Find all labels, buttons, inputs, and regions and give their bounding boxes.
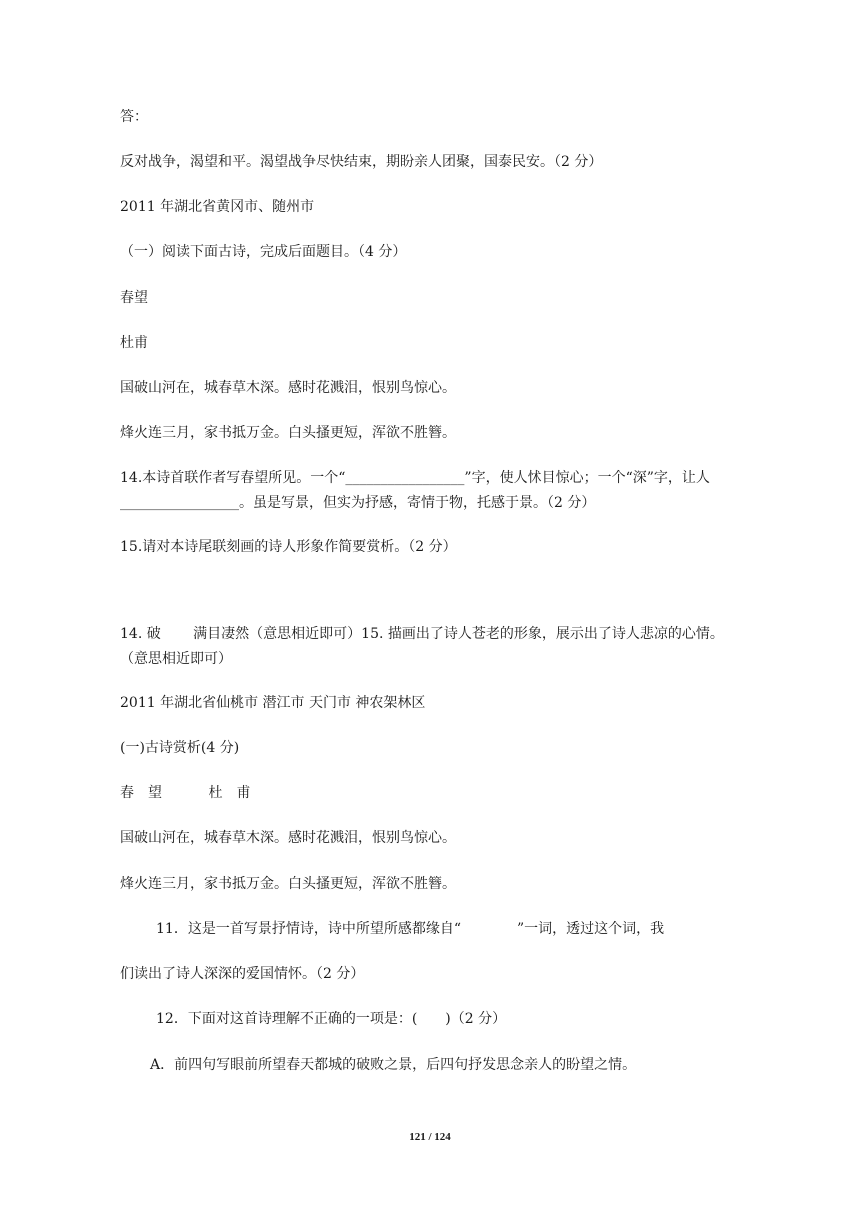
poem1-line1: 国破山河在，城春草木深。感时花溅泪，恨别鸟惊心。 [120,380,456,396]
poem2-header: 春 望 杜 甫 [120,785,251,801]
question-14: 14.本诗首联作者写春望所见。一个“_________________”字，使人怵目惊心；一个“深”字，让人_________________。虽是写景，但实为抒感，寄情于物，托感于景。（2 分） [120,470,710,511]
section1-intro: （一）阅读下面古诗，完成后面题目。（4 分） [120,244,407,260]
poem2-line2: 烽火连三月，家书抵万金。白头搔更短，浑欲不胜簪。 [120,876,456,892]
answer-text: 反对战争，渴望和平。渴望战争尽快结束，期盼亲人团聚，国泰民安。（2 分） [120,154,603,170]
answer-14-15: 14. 破 满目凄然（意思相近即可）15. 描画出了诗人苍老的形象，展示出了诗人悲凉的心情。（意思相近即可） [120,626,724,667]
answer-label: 答： [120,109,148,125]
question-11-part2: 们读出了诗人深深的爱国情怀。（2 分） [120,966,365,982]
poem2-line1: 国破山河在，城春草木深。感时花溅泪，恨别鸟惊心。 [120,830,456,846]
question-12: 12．下面对这首诗理解不正确的一项是：( )（2 分） [156,1011,507,1027]
poem1-author: 杜甫 [120,335,148,351]
section2-title: 2011 年湖北省仙桃市 潜江市 天门市 神农架林区 [120,695,426,711]
poem1-line2: 烽火连三月，家书抵万金。白头搔更短，浑欲不胜簪。 [120,425,456,441]
question-11-part1: 11．这是一首写景抒情诗，诗中所望所感都缘自“ ”一词，透过这个词，我 [156,921,665,937]
option-a: A．前四句写眼前所望春天都城的破败之景，后四句抒发思念亲人的盼望之情。 [150,1057,637,1073]
section2-intro: (一)古诗赏析(4 分) [120,740,240,756]
page-number: 121 / 124 [409,1131,451,1143]
question-15: 15.请对本诗尾联刻画的诗人形象作简要赏析。（2 分） [120,539,457,555]
section1-title: 2011 年湖北省黄冈市、随州市 [120,199,315,215]
poem1-title: 春望 [120,290,148,306]
